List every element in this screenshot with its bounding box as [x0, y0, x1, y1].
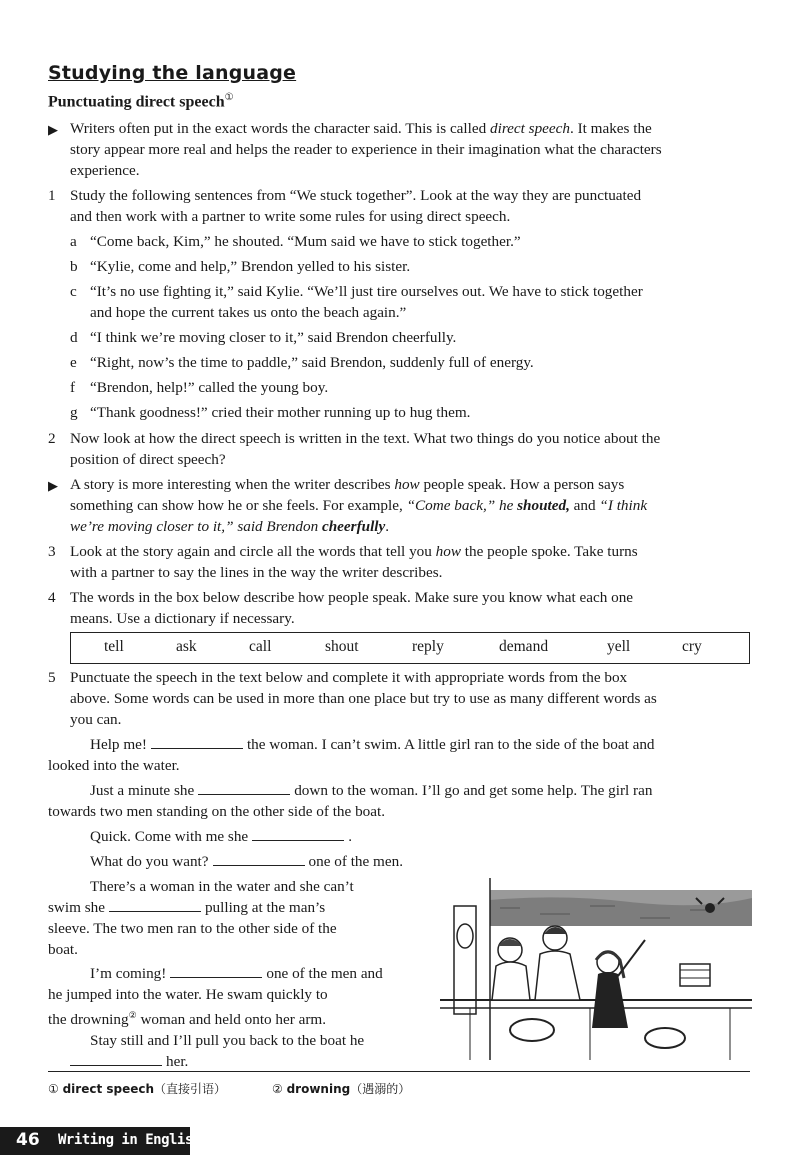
- answer-blank[interactable]: [198, 780, 290, 795]
- answer-blank[interactable]: [70, 1051, 162, 1066]
- story-paragraph: Quick. Come with me she .: [90, 828, 352, 845]
- question-2: Now look at how the direct speech is written in the text. What two things do you notice about the position of direct speech?: [70, 430, 661, 468]
- question-number: 3: [48, 543, 56, 560]
- word-item: call: [249, 638, 272, 655]
- story-paragraph: What do you want? one of the men.: [90, 853, 403, 870]
- answer-blank[interactable]: [213, 851, 305, 866]
- answer-blank[interactable]: [151, 734, 243, 749]
- word-item: demand: [499, 638, 549, 655]
- item-letter: a: [70, 233, 77, 250]
- word-item: yell: [607, 638, 631, 655]
- footnote-marker-2: ②: [128, 1010, 137, 1020]
- story-paragraph: I’m coming! one of the men and he jumped into the water. He swam quickly to the drowning② woman and held onto her arm.: [48, 965, 383, 1029]
- subheading: Punctuating direct speech①: [48, 92, 234, 111]
- word-box: [70, 632, 750, 664]
- arrow-marker-icon: ▶: [48, 122, 58, 137]
- story-paragraph: Just a minute she down to the woman. I’ll go and get some help. The girl ran towards two men standing on the other side of the boat.: [48, 782, 653, 820]
- answer-blank[interactable]: [170, 963, 262, 978]
- item-letter: e: [70, 354, 77, 371]
- item-letter: d: [70, 329, 78, 346]
- question-3: Look at the story again and circle all the words that tell you how the people spoke. Take turns with a partner to say the lines in the way the writer describes.: [70, 543, 638, 581]
- arrow-marker-icon: ▶: [48, 478, 58, 493]
- question-1: Study the following sentences from “We stuck together”. Look at the way they are punctuated and then work with a partner to write some rules for using direct speech.: [70, 187, 642, 225]
- story-paragraph: Stay still and I’ll pull you back to the boat he her.: [48, 1030, 410, 1072]
- example-sentence: “It’s no use fighting it,” said Kylie. “We’ll just tire ourselves out. We have to stick together and hope the current takes us onto the beach again.”: [90, 283, 643, 321]
- section-title: Studying the language: [48, 62, 297, 84]
- item-letter: g: [70, 404, 78, 421]
- item-letter: f: [70, 379, 76, 396]
- item-letter: b: [70, 258, 78, 275]
- example-sentence: “Kylie, come and help,” Brendon yelled to his sister.: [90, 258, 411, 275]
- word-item: ask: [176, 638, 197, 655]
- answer-blank[interactable]: [252, 826, 344, 841]
- story-paragraph: Help me! the woman. I can’t swim. A little girl ran to the side of the boat and looked into the water.: [48, 736, 655, 774]
- word-item: tell: [104, 638, 124, 655]
- question-4: The words in the box below describe how people speak. Make sure you know what each one means. Use a dictionary if necessary.: [70, 589, 634, 627]
- item-letter: c: [70, 283, 77, 300]
- footnote-marker-1: ①: [224, 92, 234, 103]
- door-frame: [454, 906, 476, 1014]
- question-number: 5: [48, 669, 56, 686]
- question-number: 4: [48, 589, 56, 606]
- example-sentence: “I think we’re moving closer to it,” said Brendon cheerfully.: [90, 329, 457, 346]
- example-sentence: “Brendon, help!” called the young boy.: [90, 379, 329, 396]
- tip-note: A story is more interesting when the writer describes how people speak. How a person says something can show how he or she feels. For example, “Come back,” he shouted, and “I think we’re moving closer to it,” said Brendon cheerfully.: [70, 476, 648, 535]
- example-sentence: “Come back, Kim,” he shouted. “Mum said we have to stick together.”: [90, 233, 521, 250]
- word-item: shout: [325, 638, 359, 655]
- boat-rescue-illustration: [440, 878, 752, 1060]
- question-number: 2: [48, 430, 56, 447]
- question-number: 1: [48, 187, 56, 204]
- footnote-divider: [48, 1071, 750, 1072]
- word-item: reply: [412, 638, 444, 655]
- drowning-woman-figure: [705, 903, 715, 913]
- answer-blank[interactable]: [109, 897, 201, 912]
- story-paragraph: There’s a woman in the water and she can’t swim she pulling at the man’s sleeve. The two men ran to the other side of the boat.: [48, 878, 354, 958]
- footnote-1: ① direct speech（直接引语）: [48, 1082, 227, 1096]
- intro-note: Writers often put in the exact words the character said. This is called direct speech. It makes the story appear more real and helps the reader to experience in their imagination what the characters experience.: [70, 120, 662, 179]
- example-sentence: “Thank goodness!” cried their mother running up to hug them.: [90, 404, 471, 421]
- example-sentence: “Right, now’s the time to paddle,” said Brendon, suddenly full of energy.: [90, 354, 534, 371]
- book-title: Writing in English Unit 8: [58, 1132, 257, 1148]
- footnote-2: ② drowning（遇溺的）: [272, 1082, 411, 1096]
- page-number: 46: [16, 1130, 40, 1150]
- question-5: Punctuate the speech in the text below and complete it with appropriate words from the box above. Some words can be used in more than one place but try to use as many different words as you can.: [70, 669, 657, 728]
- word-item: cry: [682, 638, 702, 655]
